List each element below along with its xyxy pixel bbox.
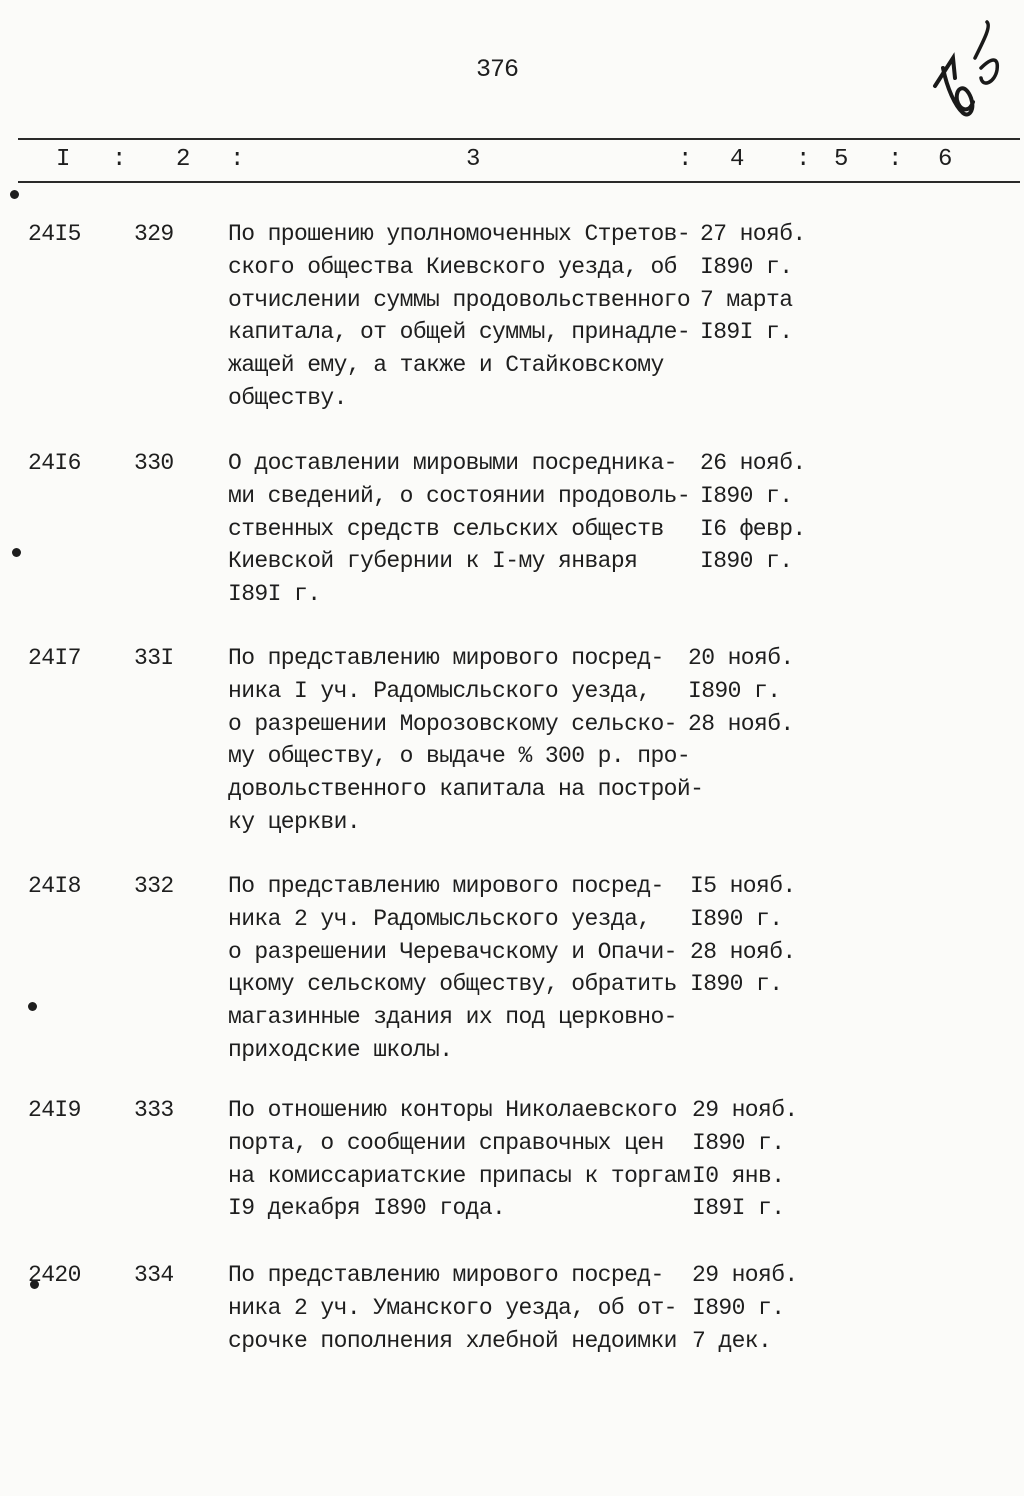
- description-line: По представлению мирового посред-: [228, 873, 664, 899]
- header-col-4: 4: [730, 146, 745, 173]
- entry-description: [228, 447, 698, 611]
- entry-number: 24I9: [28, 1097, 81, 1123]
- date-line: I0 янв.: [692, 1162, 785, 1189]
- description-line: довольственного капитала на построй-: [228, 776, 704, 803]
- date-line: I89I г.: [692, 1195, 785, 1222]
- description-line: ми сведений, о состоянии продоволь-: [228, 482, 691, 509]
- description-line: ника 2 уч. Радомысльского уезда,: [228, 905, 651, 932]
- header-separator: :: [678, 146, 693, 173]
- page-number: 376: [476, 55, 519, 84]
- handwritten-signature-mark: [925, 18, 1005, 123]
- entry-dates: [700, 218, 850, 349]
- description-line: ника I уч. Радомысльского уезда,: [228, 677, 651, 704]
- header-col-5: 5: [834, 146, 849, 173]
- entry-description: [228, 870, 698, 1067]
- entry-description: [228, 1094, 698, 1225]
- entry-dates: [692, 1094, 842, 1225]
- description-line: обществу.: [228, 384, 347, 411]
- entry-dates: [688, 642, 838, 740]
- description-line: I89I г.: [228, 581, 321, 608]
- description-line: По прошению уполномоченных Стретов-: [228, 221, 691, 247]
- entry-sheet: 330: [134, 450, 174, 476]
- entry-sheet: 33I: [134, 645, 174, 671]
- date-line: 7 дек.: [692, 1327, 772, 1354]
- entry-description: [228, 1259, 698, 1357]
- date-line: I890 г.: [690, 905, 783, 932]
- header-separator: :: [112, 146, 127, 173]
- description-line: Киевской губернии к I-му января: [228, 548, 638, 575]
- description-line: ника 2 уч. Уманского уезда, об от-: [228, 1294, 677, 1321]
- header-col-3: 3: [466, 146, 481, 173]
- entry-sheet: 333: [134, 1097, 174, 1123]
- entry-sheet: 334: [134, 1262, 174, 1288]
- description-line: ственных средств сельских обществ: [228, 515, 664, 542]
- description-line: ку церкви.: [228, 808, 361, 835]
- date-line: I890 г.: [700, 548, 793, 575]
- date-line: 7 марта: [700, 286, 793, 313]
- entry-number: 2420: [28, 1262, 81, 1288]
- description-line: на комиссариатские припасы к торгам: [228, 1162, 691, 1189]
- date-line: I890 г.: [688, 677, 781, 704]
- date-line: I890 г.: [692, 1129, 785, 1156]
- date-line: I89I г.: [700, 319, 793, 346]
- entry-dates: [690, 870, 840, 1001]
- punch-hole-mark: [10, 190, 19, 199]
- header-col-6: 6: [938, 146, 953, 173]
- description-line: приходские школы.: [228, 1036, 453, 1063]
- date-line: I890 г.: [692, 1294, 785, 1321]
- description-line: капитала, от общей суммы, принадле-: [228, 319, 691, 346]
- date-line: 28 нояб.: [688, 710, 794, 737]
- date-line: I6 февр.: [700, 515, 806, 542]
- entry-dates: [700, 447, 850, 578]
- description-line: порта, о сообщении справочных цен: [228, 1129, 664, 1156]
- date-line: I890 г.: [700, 253, 793, 280]
- header-top-rule: [18, 138, 1020, 140]
- entry-description: [228, 218, 698, 415]
- entry-sheet: 332: [134, 873, 174, 899]
- entry-dates: [692, 1259, 842, 1357]
- entry-number: 24I6: [28, 450, 81, 476]
- description-line: отчислении суммы продовольственного: [228, 286, 691, 313]
- description-line: о разрешении Черевачскому и Опачи-: [228, 938, 677, 965]
- description-line: I9 декабря I890 года.: [228, 1195, 506, 1222]
- description-line: О доставлении мировыми посредника-: [228, 450, 677, 476]
- date-line: 29 нояб.: [692, 1262, 798, 1288]
- description-line: По отношению конторы Николаевского: [228, 1097, 677, 1123]
- entry-description: [228, 642, 704, 839]
- entry-number: 24I8: [28, 873, 81, 899]
- description-line: ского общества Киевского уезда, об: [228, 253, 677, 280]
- header-col-2: 2: [176, 146, 191, 173]
- punch-hole-mark: [28, 1002, 37, 1011]
- entry-number: 24I7: [28, 645, 81, 671]
- entry-sheet: 329: [134, 221, 174, 247]
- date-line: I5 нояб.: [690, 873, 796, 899]
- description-line: цкому сельскому обществу, обратить: [228, 971, 677, 998]
- header-separator: :: [230, 146, 245, 173]
- header-col-1: I: [56, 146, 71, 173]
- date-line: I890 г.: [700, 482, 793, 509]
- date-line: I890 г.: [690, 971, 783, 998]
- date-line: 20 нояб.: [688, 645, 794, 671]
- date-line: 26 нояб.: [700, 450, 806, 476]
- description-line: жащей ему, а также и Стайковскому: [228, 352, 664, 379]
- description-line: о разрешении Морозовскому сельско-: [228, 710, 677, 737]
- description-line: му обществу, о выдаче % 300 р. про-: [228, 743, 691, 770]
- description-line: магазинные здания их под церковно-: [228, 1004, 677, 1031]
- entry-number: 24I5: [28, 221, 81, 247]
- description-line: срочке пополнения хлебной недоимки: [228, 1327, 677, 1354]
- header-separator: :: [888, 146, 903, 173]
- date-line: 27 нояб.: [700, 221, 806, 247]
- header-bottom-rule: [18, 181, 1020, 183]
- header-separator: :: [796, 146, 811, 173]
- date-line: 29 нояб.: [692, 1097, 798, 1123]
- date-line: 28 нояб.: [690, 938, 796, 965]
- punch-hole-mark: [12, 548, 21, 557]
- description-line: По представлению мирового посред-: [228, 645, 664, 671]
- description-line: По представлению мирового посред-: [228, 1262, 664, 1288]
